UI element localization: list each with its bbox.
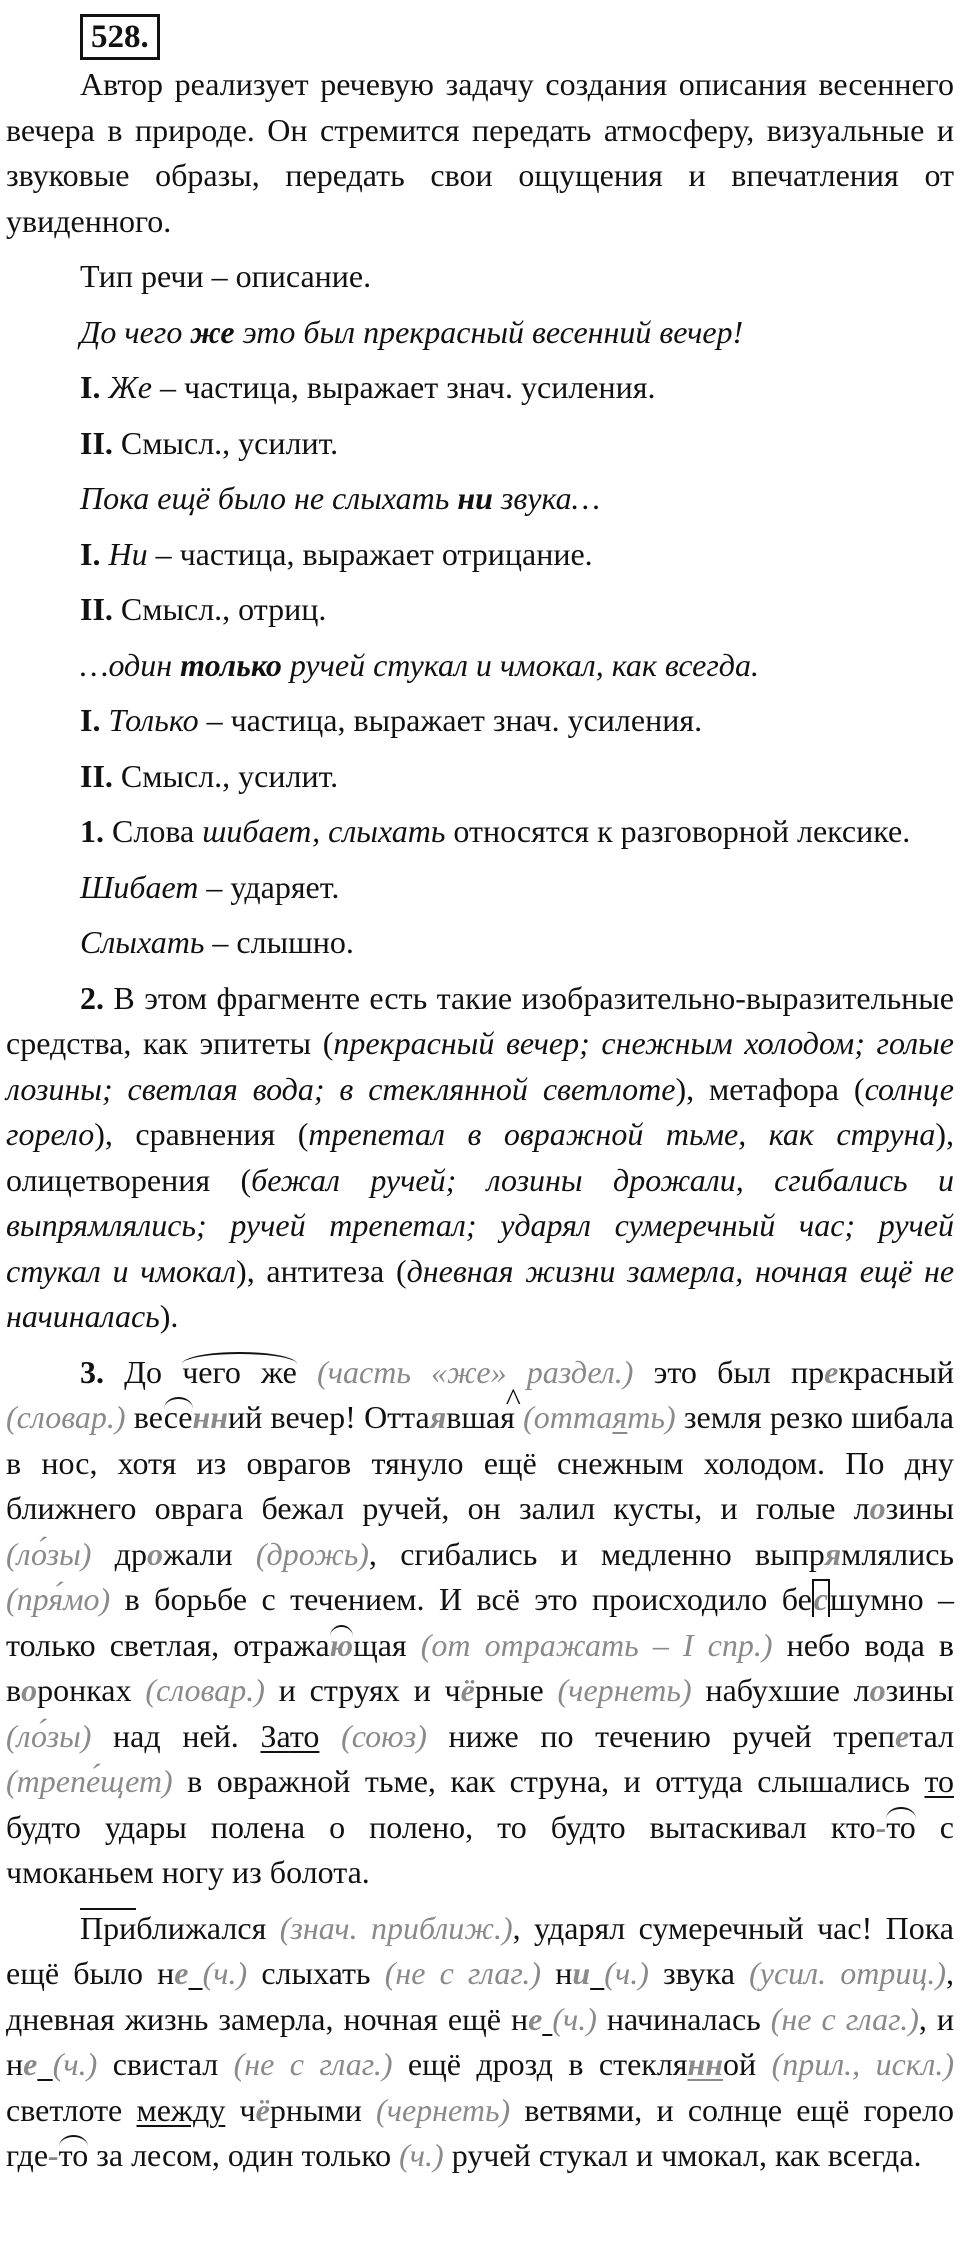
sentence-1-analysis-ii: II. Смысл., усилит. (80, 424, 339, 461)
task-1: 1. Слова шибает, слыхать относятся к разговорной лексике. (80, 813, 911, 849)
morpheme-arc: чего же (182, 1353, 297, 1390)
sentence-2: Пока ещё было не слыхать ни звука… (80, 480, 601, 516)
task-3-continued: Приближался (знач. приближ.), ударял сумеречный час! Пока ещё было не (ч.) слыхать (не с глаг.) ни (ч.) звука (усил. отриц.), дневная жизнь замерла, ночная ещё не (ч.) начиналась (не с глаг.), и не (ч.) свистал (не с глаг.) ещё дрозд в стеклянной (прил., искл.) светлоте между чёрными (чернеть) ветвями, и солнце ещё горело где-то за лесом, один только (ч.) ручей стукал и чмокал, как всегда. (6, 1909, 955, 2173)
task-3: 3. До чего же (часть «же» раздел.) это был прекрасный (словар.) весенний вечер! Отта^ явшая (оттаять) земля резко шибала в нос, хотя из оврагов тянуло ещё снежным холодом. По дну ближнего оврага бежал ручей, он залил кусты, и голые лозины (ло́зы) дрожали (дрожь), сгибались и медленно выпрямлялись (пря́мо) в борьбе с течением. И всё это происходило бесшумно – только светлая, отражающая (от отражать – I спр.) небо вода в воронках (словар.) и струях и чёрные (чернеть) набухшие лозины (ло́зы) над ней. Зато (союз) ниже по течению ручей трепетал (трепе́щет) в овражной тьме, как струна, и оттуда слышались то будто удары полена о полено, то будто вытаскивал кто-то с чмоканьем ногу из болота. (6, 1350, 954, 1896)
sentence-3-analysis-ii: II. Смысл., усилит. (80, 757, 339, 794)
sentence-2-analysis-i: I. Ни – частица, выражает отрицание. (80, 535, 593, 572)
sentence-1-analysis-i: I. Же – частица, выражает знач. усиления. (80, 369, 656, 405)
sentence-1: До чего же это был прекрасный весенний вечер! (80, 313, 744, 350)
prefix-mark: При (80, 1909, 137, 1946)
intro-paragraph: Автор реализует речевую задачу создания описания весеннего вечера в природе. Он стремится передать атмосферу, визуальные и звуковые образы, передать свои ощущения и впечатления от увиденного. (6, 66, 954, 239)
task-1-word-1: Шибает – ударяет. (80, 868, 340, 905)
sentence-3: …один только ручей стукал и чмокал, как всегда. (80, 646, 759, 683)
speech-type: Тип речи – описание. (80, 258, 372, 294)
root-arc: се (163, 1399, 193, 1435)
sentence-2-analysis-ii: II. Смысл., отриц. (80, 591, 327, 627)
task-1-word-2: Слыхать – слышно. (80, 924, 354, 960)
exercise-number: 528. (80, 14, 160, 60)
task-2: 2. В этом фрагменте есть такие изобразительно-выразительные средства, как эпитеты (прекрасный вечер; снежным холодом; голые лозины; светлая вода; в стеклянной светлоте), метафора (солнце горело), сравнения (трепетал в овражной тьме, как струна), олицетворения (бежал ручей; лозины дрожали, сгибались и выпрямлялись; ручей трепетал; ударял сумеречный час; ручей стукал и чмокал), антитеза (дневная жизни замерла, ночная ещё не начиналась). (6, 979, 955, 1334)
sentence-3-analysis-i: I. Только – частица, выражает знач. усиления. (80, 702, 703, 738)
